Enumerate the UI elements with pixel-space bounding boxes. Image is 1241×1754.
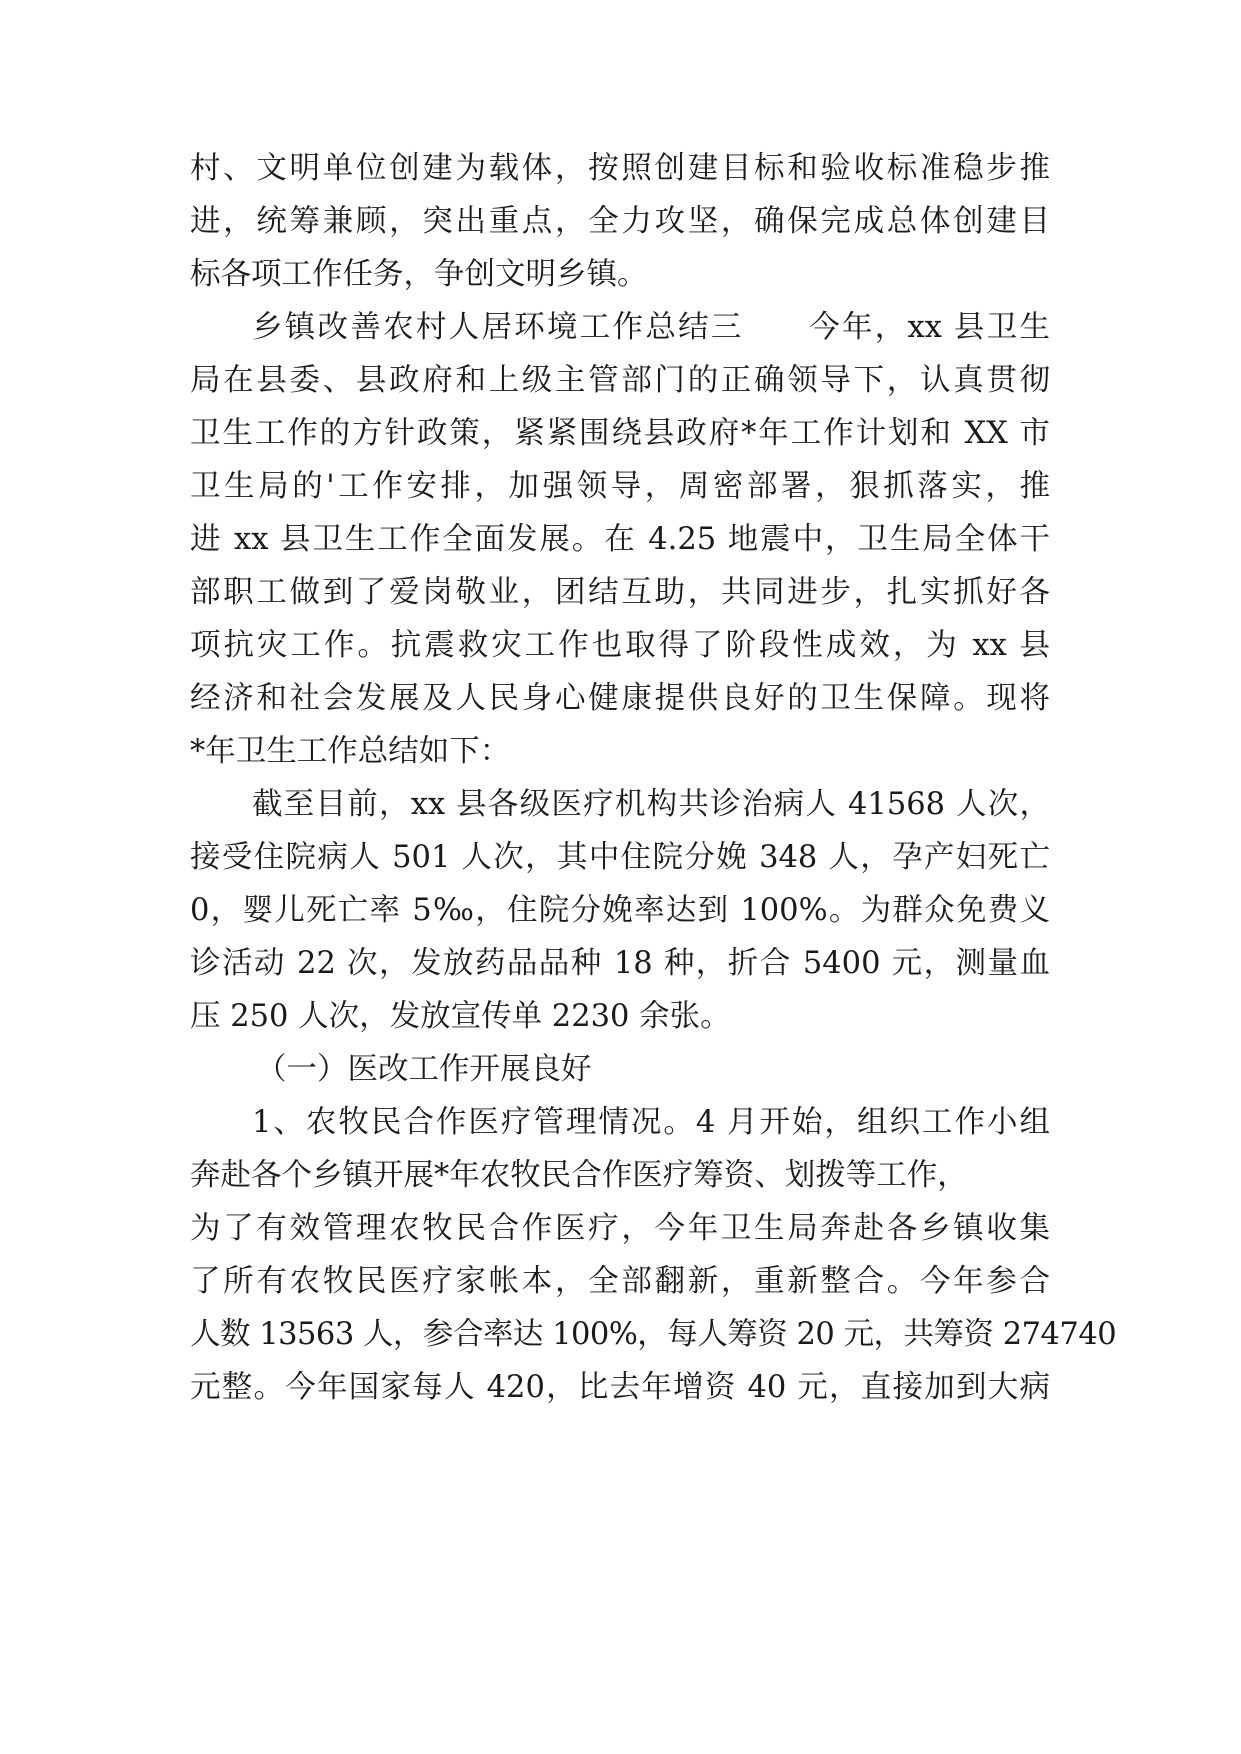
- text-line: 人数 13563 人，参合率达 100%，每人筹资 20 元，共筹资 274740: [190, 1317, 1117, 1352]
- text-line: 项抗灾工作。抗震救灾工作也取得了阶段性成效，为 xx 县: [190, 628, 1050, 663]
- text-line: 卫生工作的方针政策，紧紧围绕县政府*年工作计划和 XX 市: [190, 416, 1050, 451]
- text-line: 标各项工作任务，争创文明乡镇。: [190, 257, 648, 292]
- text-line: 了所有农牧民医疗家帐本，全部翻新，重新整合。今年参合: [190, 1264, 1050, 1299]
- text-line: 卫生局的'工作安排，加强领导，周密部署，狠抓落实，推: [190, 469, 1050, 504]
- text-line: 1、农牧民合作医疗管理情况。4 月开始，组织工作小组: [252, 1105, 1050, 1140]
- text-line: 局在县委、县政府和上级主管部门的正确领导下，认真贯彻: [190, 363, 1050, 398]
- text-line: 诊活动 22 次，发放药品品种 18 种，折合 5400 元，测量血: [190, 946, 1050, 981]
- section-heading: （一）医改工作开展良好: [256, 1052, 592, 1087]
- text-line: 村、文明单位创建为载体，按照创建目标和验收标准稳步推: [190, 151, 1050, 186]
- text-line: 接受住院病人 501 人次，其中住院分娩 348 人，孕产妇死亡: [190, 840, 1050, 875]
- text-line: 为了有效管理农牧民合作医疗，今年卫生局奔赴各乡镇收集: [190, 1211, 1050, 1246]
- text-line: 元整。今年国家每人 420，比去年增资 40 元，直接加到大病: [190, 1370, 1050, 1405]
- paragraph-heading-line: 乡镇改善农村人居环境工作总结三 今年，xx 县卫生: [252, 310, 1050, 345]
- text-line: 奔赴各个乡镇开展*年农牧民合作医疗筹资、划拨等工作，: [190, 1158, 968, 1193]
- text-line: 截至目前，xx 县各级医疗机构共诊治病人 41568 人次，: [252, 787, 1050, 822]
- text-line: *年卫生工作总结如下：: [190, 734, 511, 769]
- text-line: 0，婴儿死亡率 5‰，住院分娩率达到 100%。为群众免费义: [190, 893, 1050, 928]
- text-line: 进 xx 县卫生工作全面发展。在 4.25 地震中，卫生局全体干: [190, 522, 1050, 557]
- text-line: 经济和社会发展及人民身心健康提供良好的卫生保障。现将: [190, 681, 1050, 716]
- text-line: 部职工做到了爱岗敬业，团结互助，共同进步，扎实抓好各: [190, 575, 1050, 610]
- text-line: 压 250 人次，发放宣传单 2230 余张。: [190, 999, 731, 1034]
- text-line: 进，统筹兼顾，突出重点，全力攻坚，确保完成总体创建目: [190, 204, 1050, 239]
